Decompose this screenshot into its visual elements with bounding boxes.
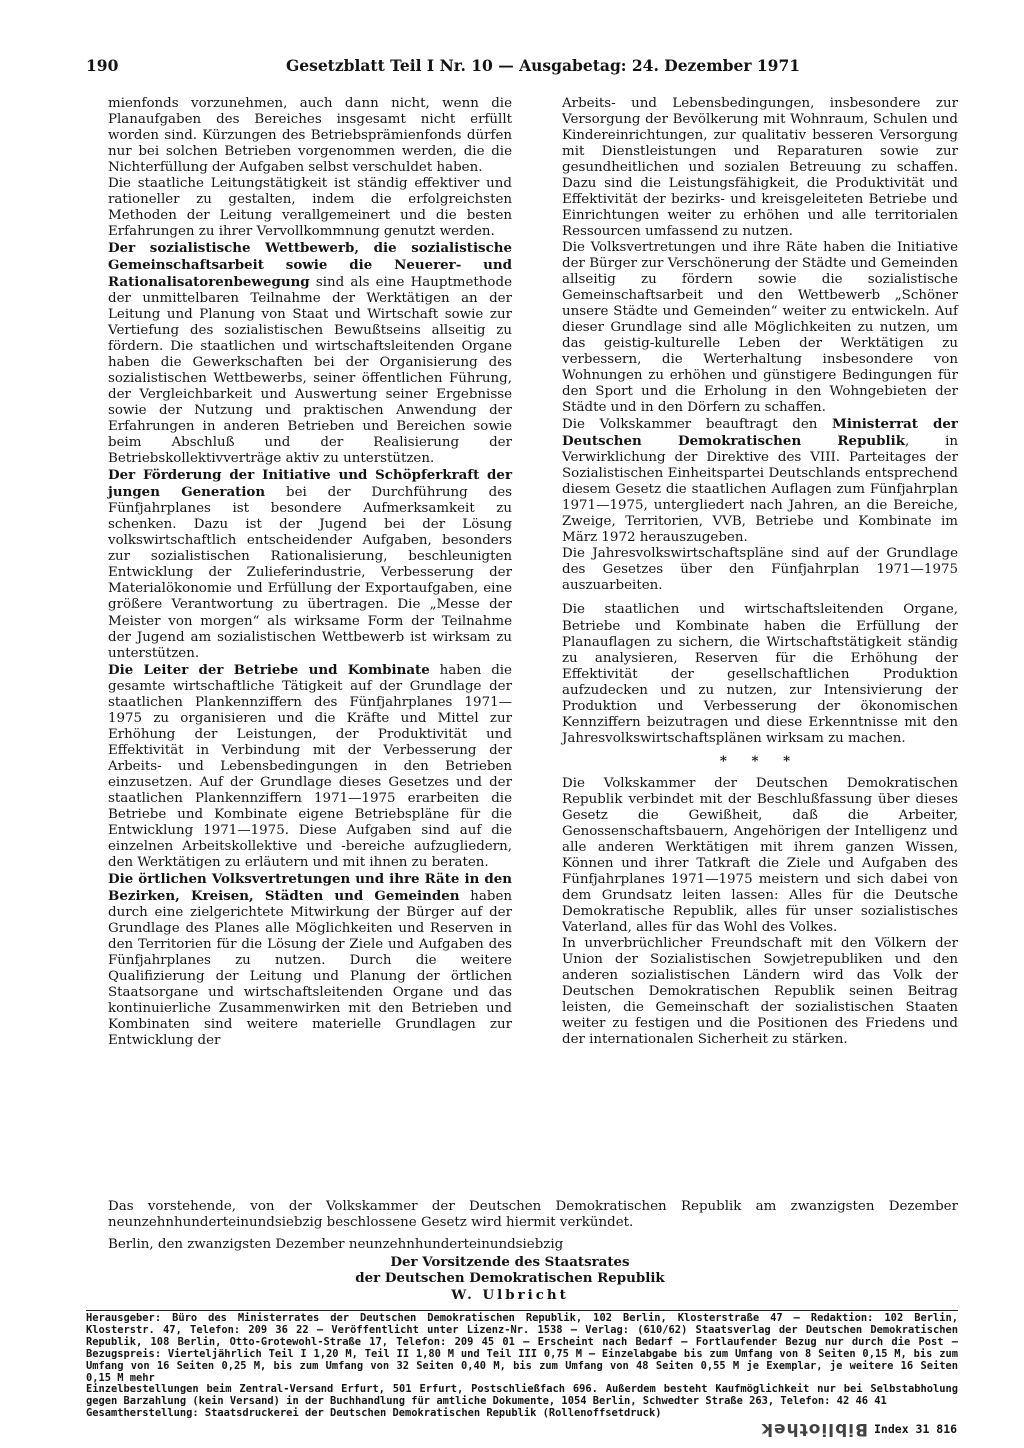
paragraph-lead: Der Förderung der Initiative und Schöpferkraft der jungen Generation bbox=[108, 467, 512, 501]
signatory-title: der Deutschen Demokratischen Republik bbox=[355, 1270, 665, 1286]
place-date: Berlin, den zwanzigsten Dezember neunzehnhunderteinundsiebzig bbox=[108, 1237, 564, 1252]
divider bbox=[86, 1310, 958, 1311]
paragraph: Die örtlichen Volksvertretungen und ihre Räte in den Bezirken, Kreisen, Städten und Gemeinden haben durch eine zielgerichtete Mitwirkung der Bürger auf der Grundlage des Planes alle Möglichkeiten und Reserven in den Territorien für die Lösung der Ziele und Aufgaben des Fünfjahrplanes zu nutzen. Durch die weitere Qualifizierung der Leitung und Planung der örtlichen Staatsorgane und wirtschaftsleitenden Organe und das kontinuierliche Zusammenwirken mit den Betrieben und Kombinaten sind weitere materielle Grundlagen zur Entwicklung der bbox=[108, 870, 512, 1048]
page-header bbox=[86, 56, 958, 82]
paragraph: Arbeits- und Lebensbedingungen, insbesondere zur Versorgung der Bevölkerung mit Wohnraum, Schulen und Kindereinrichtungen, zur qualitativ besseren Versorgung mit Dienstleistungen und Reparaturen sowie zur gesundheitlichen und sozialen Betreuung zu schaffen. Dazu sind die Leistungsfähigkeit, die Produktivität und Effektivität der bezirks- und kreisgeleiteten Betriebe und Einrichtungen weiter zu erhöhen und alle territorialen Ressourcen umfassend zu nutzen. bbox=[562, 96, 958, 240]
paragraph: Die Leiter der Betriebe und Kombinate haben die gesamte wirtschaftliche Tätigkeit auf der Grundlage der staatlichen Plankennziffern des Fünfjahrplanes 1971—1975 zu organisieren und die Kräfte und Mittel zur Erhöhung der Leistungen, der Produktivität und Effektivität in Verbindung mit der Verbesserung der Arbeits- und Lebensbedingungen in den Betrieben einzusetzen. Auf der Grundlage dieses Gesetzes und der staatlichen Plankennziffern 1971—1975 erarbeiten die Betriebe und Kombinate eigene Betriebspläne für die Entwicklung 1971—1975. Diese Aufgaben sind auf die einzelnen Arbeitskollektive und -bereiche aufzugliedern, den Werktätigen zu erläutern und mit ihnen zu beraten. bbox=[108, 661, 512, 870]
paragraph: Die Volkskammer beauftragt den Ministerrat der Deutschen Demokratischen Republik, in Verwirklichung der Direktive des VIII. Parteitages der Sozialistischen Einheitspartei Deutschlands entsprechend diesem Gesetz die staatlichen Auflagen zum Fünfjahrplan 1971—1975, untergliedert nach Jahren, an die Bereiche, Zweige, Territorien, VVB, Betriebe und Kombinate im März 1972 herauszugeben. bbox=[562, 416, 958, 546]
paragraph-lead: Der sozialistische Wettbewerb, die sozialistische Gemeinschaftsarbeit sowie die Neuerer- und Rationalisatorenbewegung bbox=[108, 240, 512, 291]
running-title: Gesetzblatt Teil I Nr. 10 — Ausgabetag: 24. Dezember 1971 bbox=[286, 56, 801, 75]
left-column bbox=[108, 96, 512, 1049]
paragraph: In unverbrüchlicher Freundschaft mit den Völkern der Union der Sozialistischen Sowjetrepubliken und den anderen sozialistischen Ländern wird das Volk der Deutschen Demokratischen Republik seinen Beitrag leisten, die Gemeinschaft der sozialistischen Staaten weiter zu festigen und die Positionen des Friedens und der internationalen Sicherheit zu stärken. bbox=[562, 935, 958, 1047]
imprint bbox=[86, 1313, 958, 1420]
imprint-printer: Gesamtherstellung: Staatsdruckerei der Deutschen Demokratischen Republik (Rollenoffsetdruck) bbox=[86, 1407, 662, 1420]
paragraph: mienfonds vorzunehmen, auch dann nicht, wenn die Planaufgaben des Bereiches insgesamt nicht erfüllt worden sind. Kürzungen des Betriebsprämienfonds dürfen nur bei solchen Betrieben vorgenommen werden, die die Nichterfüllung der Aufgaben selbst verschuldet haben. bbox=[108, 96, 512, 176]
paragraph: Die Volksvertretungen und ihre Räte haben die Initiative der Bürger zur Verschönerung der Städte und Gemeinden allseitig zu fördern sowie die sozialistische Gemeinschaftsarbeit und den Wettbewerb „Schöner unsere Städte und Gemeinden“ weiter zu entwickeln. Auf dieser Grundlage sind alle Möglichkeiten zu nutzen, um das geistig-kulturelle Leben der Werktätigen zu verbessern, die Werterhaltung insbesondere von Wohnungen zu erhöhen und günstigere Bedingungen für den Sport und die Erholung in den Wohngebieten der Städte und in den Dörfern zu schaffen. bbox=[562, 240, 958, 416]
imprint-publisher: Herausgeber: Büro des Ministerrates der Deutschen Demokratischen Republik, 102 Berlin, Klosterstraße 47 — Redaktion: 102 Berlin, Klosterstr. 47, Telefon: 209 36 22 — Veröffentlicht unter Lizenz-Nr. 1538 — Verlag: (610/62) Staatsverlag der Deutschen Demokratischen Republik, 108 Berlin, Otto-Grotewohl-Straße 17, Telefon: 209 45 01 — Erscheint nach Bedarf — Fortlaufender Bezug nur durch die Post — Bezugspreis: Vierteljährlich Teil I 1,20 M, Teil II 1,80 M und Teil III 0,75 M — Einzelabgabe bis zum Umfang von 8 Seiten 0,15 M, bis zum Umfang von 16 Seiten 0,25 M, bis zum Umfang von 32 Seiten 0,40 M, bis zum Umfang von 48 Seiten 0,55 M je Exemplar, je weitere 16 Seiten 0,15 M mehr bbox=[86, 1312, 958, 1384]
paragraph-lead: Ministerrat der Deutschen Demokratischen Republik bbox=[562, 416, 958, 450]
paragraph: Die Volkskammer der Deutschen Demokratischen Republik verbindet mit der Beschlußfassung über dieses Gesetz die Gewißheit, daß die Arbeiter, Genossenschaftsbauern, Angehörigen der Intelligenz und alle anderen Werktätigen mit ihrem ganzen Wissen, Können und ihrer Tatkraft die Ziele und Aufgaben des Fünfjahrplanes 1971—1975 meistern und sich dabei von dem Grundsatz leiten lassen: Alles für die Deutsche Demokratische Republik, alles für unser sozialistisches Vaterland, alles für das Wohl des Volkes. bbox=[562, 775, 958, 935]
right-column bbox=[562, 96, 958, 1048]
index-number: Index 31 816 bbox=[874, 1422, 958, 1436]
paragraph-lead: Die Leiter der Betriebe und Kombinate bbox=[108, 661, 430, 678]
paragraph: Der Förderung der Initiative und Schöpferkraft der jungen Generation bei der Durchführung des Fünfjahrplanes ist besondere Aufmerksamkeit zu schenken. Dazu ist der Jugend bei der Lösung volkswirtschaftlich entscheidender Aufgaben, besonders zur sozialistischen Rationalisierung, beschleunigten Entwicklung der Zulieferindustrie, Verbesserung der Materialökonomie und Erfüllung der Exportaufgaben, eine größere Verantwortung zu übertragen. Die „Messe der Meister von morgen“ als wirksame Form der Teilnahme der Jugend am sozialistischen Wettbewerb ist wirksam zu unterstützen. bbox=[108, 467, 512, 661]
imprint-ordering: Einzelbestellungen beim Zentral-Versand Erfurt, 501 Erfurt, Postschließfach 696. Außerdem besteht Kaufmöglichkeit nur bei Selbstabholung gegen Barzahlung (kein Versand) in der Buchhandlung für amtliche Dokumente, 1054 Berlin, Schwedter Straße 263, Telefon: 42 46 41 bbox=[86, 1383, 958, 1408]
signatory-title: Der Vorsitzende des Staatsrates bbox=[390, 1254, 630, 1270]
promulgation-text: Das vorstehende, von der Volkskammer der Deutschen Demokratischen Republik am zwanzigsten Dezember neunzehnhunderteinundsiebzig beschlossene Gesetz wird hiermit verkündet. bbox=[108, 1199, 958, 1230]
paragraph-lead: Die örtlichen Volksvertretungen und ihre Räte in den Bezirken, Kreisen, Städten und Gemeinden bbox=[108, 870, 512, 904]
paragraph: Die Jahresvolkswirtschaftspläne sind auf der Grundlage des Gesetzes über den Fünfjahrplan 1971—1975 auszuarbeiten. bbox=[562, 546, 958, 594]
promulgation-block bbox=[108, 1199, 958, 1253]
signature: W. Ulbricht bbox=[451, 1287, 569, 1303]
paragraph: Die staatlichen und wirtschaftsleitenden Organe, Betriebe und Kombinate haben die Erfüllung der Planauflagen zu sichern, die Wirtschaftstätigkeit ständig zu analysieren, Reserven für die Erhöhung der Effektivität der gesellschaftlichen Produktion aufzudecken und zu nutzen, zur Intensivierung der Produktion und Verbesserung der ökonomischen Kennziffern beizutragen und diese Erkenntnisse mit den Jahresvolkswirtschaftsplänen wirksam zu machen. bbox=[562, 602, 958, 746]
library-stamp: Bibliothek bbox=[760, 1419, 868, 1439]
paragraph: Der sozialistische Wettbewerb, die sozialistische Gemeinschaftsarbeit sowie die Neuerer- und Rationalisatorenbewegung sind als eine Hauptmethode der unmittelbaren Teilnahme der Werktätigen an der Leitung und Planung von Staat und Wirtschaft sowie zur Vertiefung des sozialistischen Bewußtseins allseitig zu fördern. Die staatlichen und wirtschaftsleitenden Organe haben die Gewerkschaften bei der Organisierung des sozialistischen Wettbewerbs, seiner öffentlichen Führung, der Vergleichbarkeit und Auswertung seiner Ergebnisse sowie der Nutzung und praktischen Anwendung der Erfahrungen in anderen Betrieben und Bereichen sowie beim Abschluß und der Realisierung der Betriebskollektivverträge aktiv zu unterstützen. bbox=[108, 240, 512, 467]
paragraph: Die staatliche Leitungstätigkeit ist ständig effektiver und rationeller zu gestalten, indem die erfolgreichsten Methoden der Leitung verallgemeinert und die besten Erfahrungen zu ihrer Vervollkommnung genutzt werden. bbox=[108, 176, 512, 240]
signatory-block bbox=[300, 1254, 720, 1303]
page-number: 190 bbox=[86, 56, 119, 75]
section-separator: * * * bbox=[719, 752, 801, 769]
